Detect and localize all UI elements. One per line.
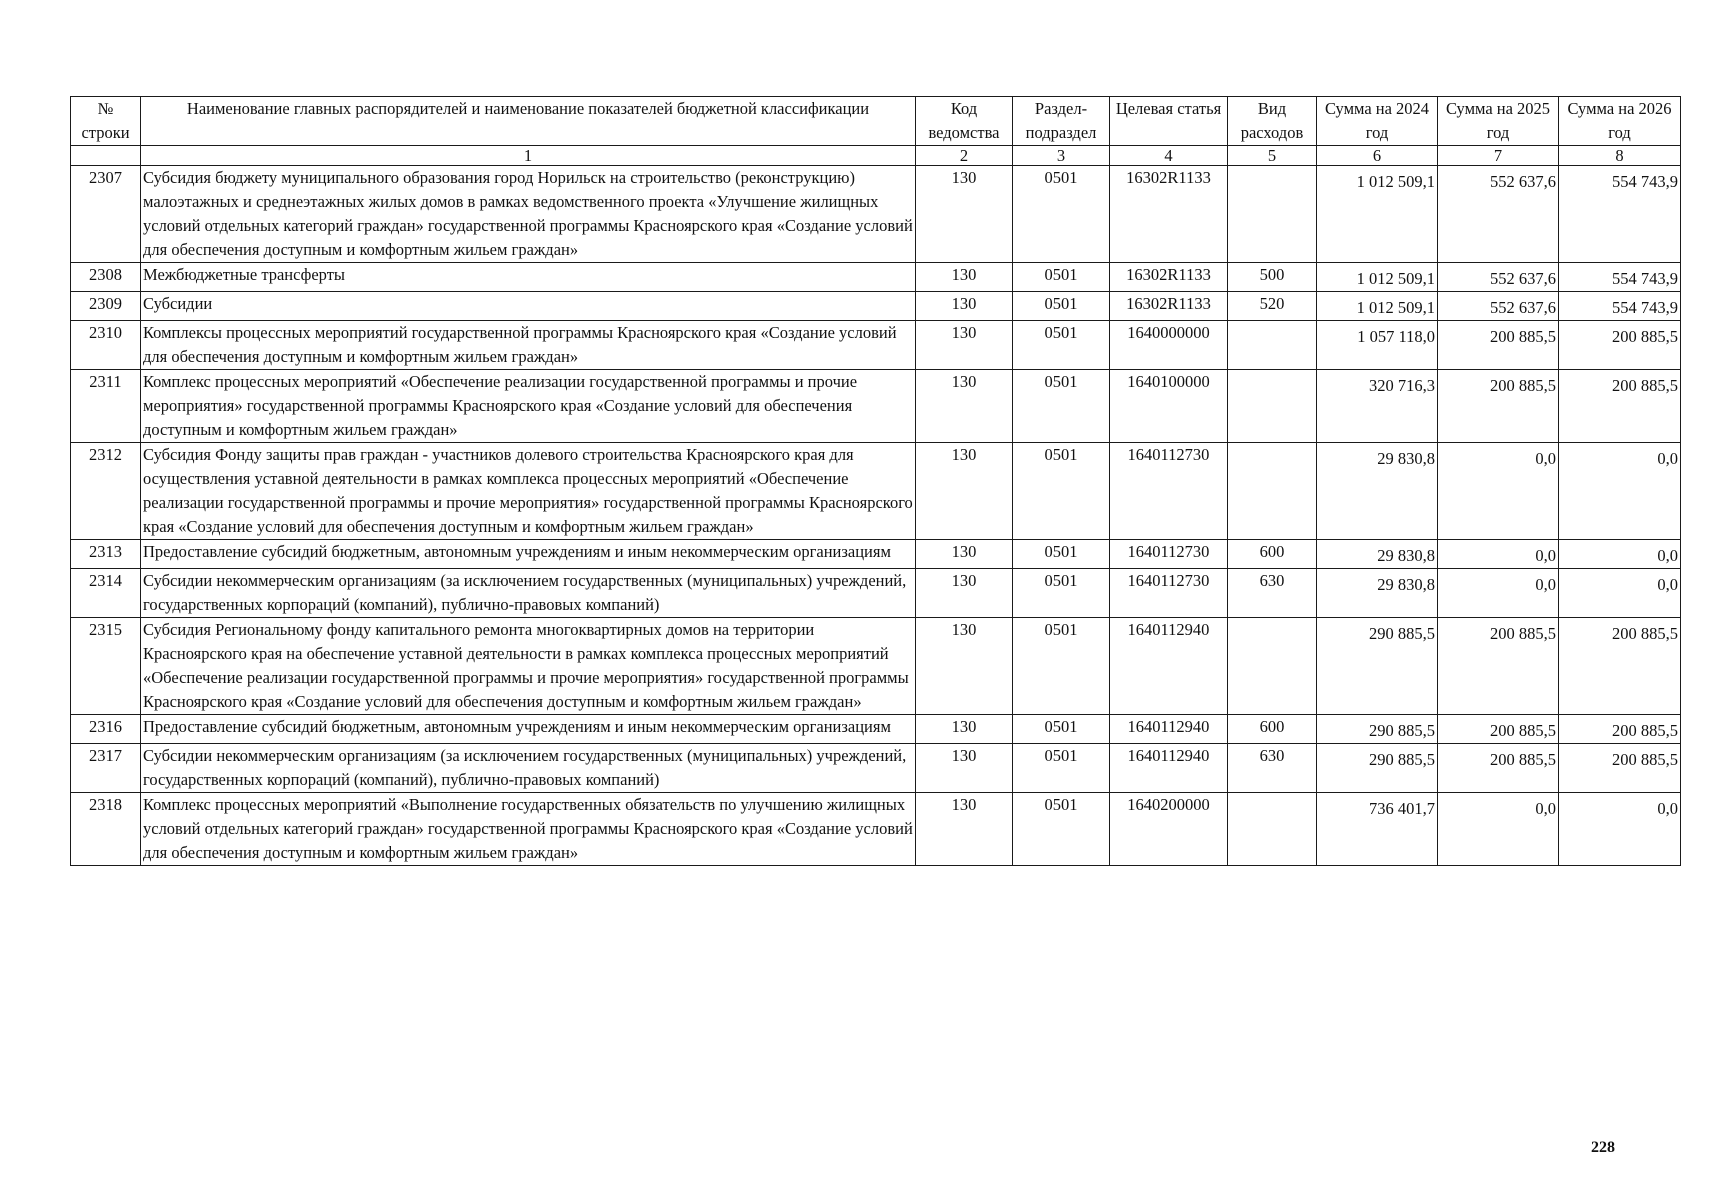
row-sum-2026-cell <box>1559 744 1681 793</box>
row-name-cell: Комплексы процессных мероприятий государственной программы Красноярского края «Создание условий для обеспечения доступным и комфортным жильем граждан» <box>141 321 916 370</box>
column-number: 3 <box>1013 146 1110 166</box>
row-name-cell: Предоставление субсидий бюджетным, автономным учреждениям и иным некоммерческим организациям <box>141 715 916 744</box>
row-name-cell: Субсидия Региональному фонду капитального ремонта многоквартирных домов на территории Красноярского края на обеспечение уставной деятельности в рамках комплекса процессных мероприятий «Обеспечение реализации государственной программы и прочие мероприятия» государственной программы Красноярского края «Создание условий для обеспечения доступным и комфортным жильем граждан» <box>141 618 916 715</box>
row-sum-2024-cell <box>1317 715 1438 744</box>
row-sum-2025-cell <box>1438 540 1559 569</box>
row-target-article-cell: 16302R1133 <box>1110 292 1228 321</box>
row-vedomstvo-cell: 130 <box>916 263 1013 292</box>
row-sum-2025-cell <box>1438 793 1559 866</box>
row-expense-type-cell: 600 <box>1228 715 1317 744</box>
row-vedomstvo-cell: 130 <box>916 166 1013 263</box>
row-target-article-cell: 1640100000 <box>1110 370 1228 443</box>
row-expense-type-cell: 630 <box>1228 569 1317 618</box>
row-sum-2026-cell <box>1559 618 1681 715</box>
sum-value: 200 885,5 <box>1612 750 1678 769</box>
row-number-cell: 2318 <box>71 793 141 866</box>
header-target-article: Целевая статья <box>1110 97 1228 146</box>
sum-value: 200 885,5 <box>1612 327 1678 346</box>
header-name: Наименование главных распорядителей и наименование показателей бюджетной классификации <box>141 97 916 146</box>
row-sum-2026-cell <box>1559 540 1681 569</box>
row-sum-2025-cell <box>1438 618 1559 715</box>
row-sum-2024-cell <box>1317 321 1438 370</box>
sum-value: 0,0 <box>1657 799 1678 818</box>
header-sum-2024: Сумма на 2024 год <box>1317 97 1438 146</box>
row-sum-2025-cell <box>1438 292 1559 321</box>
table-row <box>71 618 1681 715</box>
row-name-cell: Субсидии <box>141 292 916 321</box>
row-vedomstvo-cell: 130 <box>916 569 1013 618</box>
row-sum-2026-cell <box>1559 715 1681 744</box>
row-sum-2024-cell <box>1317 793 1438 866</box>
row-razdel-cell: 0501 <box>1013 370 1110 443</box>
row-sum-2026-cell <box>1559 443 1681 540</box>
row-razdel-cell: 0501 <box>1013 744 1110 793</box>
row-expense-type-cell <box>1228 443 1317 540</box>
row-expense-type-cell <box>1228 618 1317 715</box>
row-razdel-cell: 0501 <box>1013 166 1110 263</box>
row-expense-type-cell: 500 <box>1228 263 1317 292</box>
sum-value: 0,0 <box>1535 546 1556 565</box>
sum-value: 29 830,8 <box>1377 449 1435 468</box>
sum-value: 0,0 <box>1535 799 1556 818</box>
row-expense-type-cell <box>1228 166 1317 263</box>
row-number-cell: 2313 <box>71 540 141 569</box>
row-name-cell: Комплекс процессных мероприятий «Обеспечение реализации государственной программы и прочие мероприятия» государственной программы Красноярского края «Создание условий для обеспечения доступным и комфортным жильем граждан» <box>141 370 916 443</box>
sum-value: 1 012 509,1 <box>1356 298 1435 317</box>
sum-value: 0,0 <box>1535 449 1556 468</box>
row-sum-2024-cell <box>1317 292 1438 321</box>
row-razdel-cell: 0501 <box>1013 263 1110 292</box>
row-sum-2026-cell <box>1559 569 1681 618</box>
header-expense-type: Вид расходов <box>1228 97 1317 146</box>
column-number: 4 <box>1110 146 1228 166</box>
row-name-cell: Субсидия бюджету муниципального образования город Норильск на строительство (реконструкцию) малоэтажных и среднеэтажных жилых домов в рамках ведомственного проекта «Улучшение жилищных условий отдельных категорий граждан» государственной программы Красноярского края «Создание условий для обеспечения доступным и комфортным жильем граждан» <box>141 166 916 263</box>
row-sum-2025-cell <box>1438 263 1559 292</box>
row-target-article-cell: 16302R1133 <box>1110 166 1228 263</box>
sum-value: 200 885,5 <box>1490 750 1556 769</box>
row-razdel-cell: 0501 <box>1013 793 1110 866</box>
row-sum-2024-cell <box>1317 443 1438 540</box>
row-razdel-cell: 0501 <box>1013 715 1110 744</box>
row-razdel-cell: 0501 <box>1013 443 1110 540</box>
row-sum-2025-cell <box>1438 744 1559 793</box>
row-sum-2025-cell <box>1438 321 1559 370</box>
row-number-cell: 2312 <box>71 443 141 540</box>
table-row <box>71 793 1681 866</box>
sum-value: 736 401,7 <box>1369 799 1435 818</box>
row-razdel-cell: 0501 <box>1013 569 1110 618</box>
row-sum-2025-cell <box>1438 443 1559 540</box>
sum-value: 552 637,6 <box>1490 269 1556 288</box>
row-razdel-cell: 0501 <box>1013 618 1110 715</box>
row-sum-2024-cell <box>1317 540 1438 569</box>
budget-table <box>70 96 1681 866</box>
row-vedomstvo-cell: 130 <box>916 540 1013 569</box>
row-vedomstvo-cell: 130 <box>916 618 1013 715</box>
row-vedomstvo-cell: 130 <box>916 744 1013 793</box>
row-target-article-cell: 1640112730 <box>1110 540 1228 569</box>
row-target-article-cell: 1640112940 <box>1110 744 1228 793</box>
row-target-article-cell: 1640200000 <box>1110 793 1228 866</box>
sum-value: 1 057 118,0 <box>1357 327 1435 346</box>
row-target-article-cell: 1640112940 <box>1110 618 1228 715</box>
row-sum-2026-cell <box>1559 793 1681 866</box>
sum-value: 554 743,9 <box>1612 172 1678 191</box>
sum-value: 200 885,5 <box>1490 327 1556 346</box>
row-vedomstvo-cell: 130 <box>916 321 1013 370</box>
row-number-cell: 2314 <box>71 569 141 618</box>
table-row <box>71 540 1681 569</box>
row-sum-2024-cell <box>1317 263 1438 292</box>
sum-value: 290 885,5 <box>1369 624 1435 643</box>
table-row <box>71 263 1681 292</box>
row-name-cell: Субсидия Фонду защиты прав граждан - участников долевого строительства Красноярского края для осуществления уставной деятельности в рамках комплекса процессных мероприятий «Обеспечение реализации государственной программы и прочие мероприятия» государственной программы Красноярского края «Создание условий для обеспечения доступным и комфортным жильем граждан» <box>141 443 916 540</box>
sum-value: 200 885,5 <box>1490 624 1556 643</box>
row-vedomstvo-cell: 130 <box>916 370 1013 443</box>
column-number: 8 <box>1559 146 1681 166</box>
row-name-cell: Межбюджетные трансферты <box>141 263 916 292</box>
sum-value: 1 012 509,1 <box>1356 269 1435 288</box>
row-number-cell: 2307 <box>71 166 141 263</box>
row-number-cell: 2311 <box>71 370 141 443</box>
row-vedomstvo-cell: 130 <box>916 793 1013 866</box>
sum-value: 0,0 <box>1657 575 1678 594</box>
sum-value: 290 885,5 <box>1369 721 1435 740</box>
row-expense-type-cell <box>1228 793 1317 866</box>
row-razdel-cell: 0501 <box>1013 321 1110 370</box>
header-row-number: № строки <box>71 97 141 146</box>
row-name-cell: Субсидии некоммерческим организациям (за исключением государственных (муниципальных) учреждений, государственных корпораций (компаний), публично-правовых компаний) <box>141 744 916 793</box>
sum-value: 29 830,8 <box>1377 575 1435 594</box>
sum-value: 1 012 509,1 <box>1356 172 1435 191</box>
row-vedomstvo-cell: 130 <box>916 715 1013 744</box>
sum-value: 200 885,5 <box>1612 376 1678 395</box>
row-sum-2025-cell <box>1438 370 1559 443</box>
row-name-cell: Субсидии некоммерческим организациям (за исключением государственных (муниципальных) учреждений, государственных корпораций (компаний), публично-правовых компаний) <box>141 569 916 618</box>
header-vedomstvo-code: Код ведомства <box>916 97 1013 146</box>
table-row <box>71 569 1681 618</box>
row-vedomstvo-cell: 130 <box>916 443 1013 540</box>
row-expense-type-cell: 520 <box>1228 292 1317 321</box>
row-name-cell: Комплекс процессных мероприятий «Выполнение государственных обязательств по улучшению жилищных условий отдельных категорий граждан» государственной программы Красноярского края «Создание условий для обеспечения доступным и комфортным жильем граждан» <box>141 793 916 866</box>
table-row <box>71 321 1681 370</box>
table-row <box>71 443 1681 540</box>
column-number <box>71 146 141 166</box>
sum-value: 0,0 <box>1657 546 1678 565</box>
row-vedomstvo-cell: 130 <box>916 292 1013 321</box>
page-number: 228 <box>1591 1139 1615 1156</box>
row-target-article-cell: 1640112940 <box>1110 715 1228 744</box>
row-sum-2024-cell <box>1317 370 1438 443</box>
row-sum-2024-cell <box>1317 569 1438 618</box>
row-sum-2024-cell <box>1317 744 1438 793</box>
row-sum-2025-cell <box>1438 569 1559 618</box>
row-sum-2026-cell <box>1559 166 1681 263</box>
column-number: 7 <box>1438 146 1559 166</box>
row-sum-2025-cell <box>1438 166 1559 263</box>
header-razdel: Раздел-подраздел <box>1013 97 1110 146</box>
table-row <box>71 166 1681 263</box>
column-number: 2 <box>916 146 1013 166</box>
sum-value: 552 637,6 <box>1490 172 1556 191</box>
row-number-cell: 2315 <box>71 618 141 715</box>
sum-value: 0,0 <box>1535 575 1556 594</box>
row-number-cell: 2310 <box>71 321 141 370</box>
table-row <box>71 292 1681 321</box>
budget-table-container <box>70 96 1680 866</box>
column-number: 5 <box>1228 146 1317 166</box>
row-number-cell: 2316 <box>71 715 141 744</box>
row-target-article-cell: 16302R1133 <box>1110 263 1228 292</box>
sum-value: 29 830,8 <box>1377 546 1435 565</box>
sum-value: 0,0 <box>1657 449 1678 468</box>
row-number-cell: 2308 <box>71 263 141 292</box>
header-sum-2026: Сумма на 2026 год <box>1559 97 1681 146</box>
row-number-cell: 2317 <box>71 744 141 793</box>
row-sum-2025-cell <box>1438 715 1559 744</box>
row-expense-type-cell <box>1228 370 1317 443</box>
sum-value: 200 885,5 <box>1612 624 1678 643</box>
sum-value: 290 885,5 <box>1369 750 1435 769</box>
row-target-article-cell: 1640112730 <box>1110 569 1228 618</box>
sum-value: 200 885,5 <box>1612 721 1678 740</box>
row-sum-2026-cell <box>1559 292 1681 321</box>
row-target-article-cell: 1640000000 <box>1110 321 1228 370</box>
row-sum-2024-cell <box>1317 618 1438 715</box>
column-number: 6 <box>1317 146 1438 166</box>
row-sum-2026-cell <box>1559 263 1681 292</box>
row-sum-2024-cell <box>1317 166 1438 263</box>
row-sum-2026-cell <box>1559 370 1681 443</box>
sum-value: 554 743,9 <box>1612 269 1678 288</box>
row-sum-2026-cell <box>1559 321 1681 370</box>
sum-value: 554 743,9 <box>1612 298 1678 317</box>
sum-value: 320 716,3 <box>1369 376 1435 395</box>
row-expense-type-cell: 630 <box>1228 744 1317 793</box>
row-expense-type-cell: 600 <box>1228 540 1317 569</box>
table-row <box>71 744 1681 793</box>
row-name-cell: Предоставление субсидий бюджетным, автономным учреждениям и иным некоммерческим организациям <box>141 540 916 569</box>
row-number-cell: 2309 <box>71 292 141 321</box>
row-target-article-cell: 1640112730 <box>1110 443 1228 540</box>
sum-value: 200 885,5 <box>1490 721 1556 740</box>
row-razdel-cell: 0501 <box>1013 292 1110 321</box>
column-number-row <box>71 146 1681 166</box>
header-sum-2025: Сумма на 2025 год <box>1438 97 1559 146</box>
row-razdel-cell: 0501 <box>1013 540 1110 569</box>
column-number: 1 <box>141 146 916 166</box>
table-row <box>71 370 1681 443</box>
table-header-row <box>71 97 1681 146</box>
sum-value: 552 637,6 <box>1490 298 1556 317</box>
sum-value: 200 885,5 <box>1490 376 1556 395</box>
row-expense-type-cell <box>1228 321 1317 370</box>
table-row <box>71 715 1681 744</box>
